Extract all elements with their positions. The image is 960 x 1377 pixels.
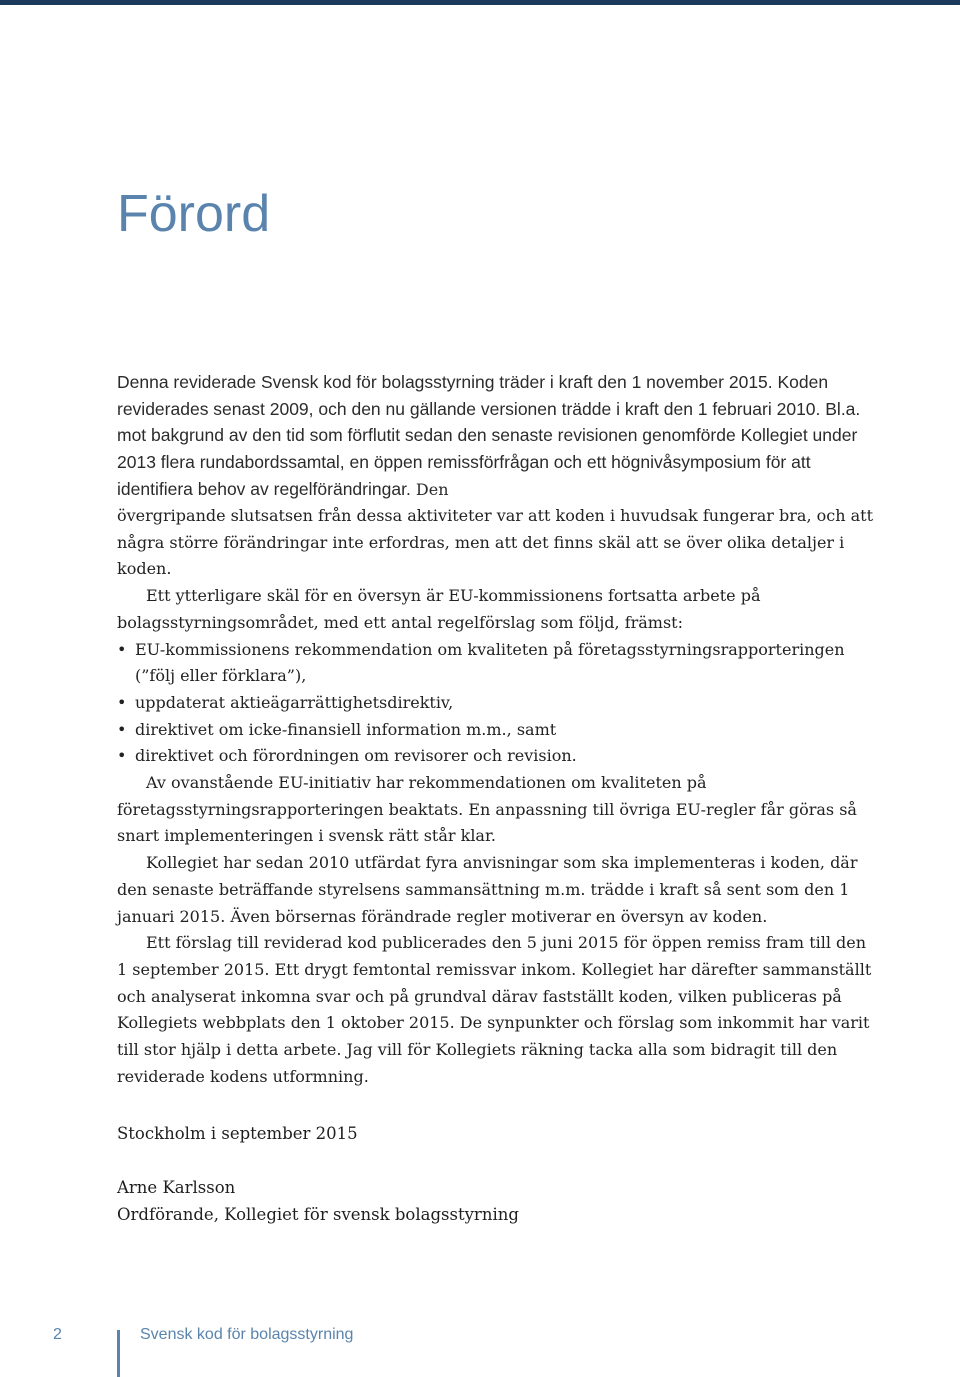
page-title: Förord — [117, 185, 271, 243]
signature-block — [117, 1175, 519, 1228]
signatory-name: Arne Karlsson — [117, 1178, 236, 1197]
footer-divider — [117, 1330, 120, 1377]
bullet-item: • direktivet och förordningen om revisorer och revision. — [117, 743, 877, 770]
footer-doc-title: Svensk kod för bolagsstyrning — [140, 1326, 354, 1343]
body-text — [117, 503, 877, 1090]
signatory-role: Ordförande, Kollegiet för svensk bolagsstyrning — [117, 1204, 519, 1224]
page-number: 2 — [53, 1326, 62, 1343]
place-date: Stockholm i september 2015 — [117, 1124, 358, 1143]
top-accent-bar — [0, 0, 960, 5]
bullet-list — [117, 637, 877, 771]
intro-segment-serif: Den — [410, 479, 449, 499]
body-paragraph-5: Ett förslag till reviderad kod publicerades den 5 juni 2015 för öppen remiss fram till den 1 september 2015. Ett drygt femtontal remissvar inkom. Kollegiet har därefter sammanställt och analyserat inkomna svar och på grundval därav fastställt koden, vilken publiceras på Kollegiets webbplats den 1 oktober 2015. De synpunkter och förslag som inkommit har varit till stor hjälp i detta arbete. Jag vill för Kollegiets räkning tacka alla som bidragit till den reviderade kodens utformning. — [117, 933, 872, 1086]
bullet-item: • direktivet om icke-finansiell information m.m., samt — [117, 717, 877, 744]
body-paragraph-4: Kollegiet har sedan 2010 utfärdat fyra anvisningar som ska implementeras i koden, där den senaste beträffande styrelsens sammansättning m.m. trädde i kraft så sent som den 1 januari 2015. Även börsernas förändrade regler motiverar en översyn av koden. — [117, 853, 858, 926]
body-paragraph-1: övergripande slutsatsen från dessa aktiviteter var att koden i huvudsak fungerar bra, och att några större förändringar inte erfordras, men att det finns skäl att se över olika detaljer i koden. — [117, 506, 874, 579]
intro-segment-sans: Denna reviderade Svensk kod för bolagsstyrning träder i kraft den 1 november 2015. Koden reviderades senast 2009, och den nu gällande versionen trädde i kraft den 1 februari 2010. Bl.a. mot bakgrund av den tid som förflutit sedan den senaste revisionen genomförde Kollegiet under 2013 flera rundabordssamtal, en öppen remissförfrågan och ett högnivåsymposium för att identifiera behov av regelförändringar. — [117, 372, 861, 499]
body-paragraph-3: Av ovanstående EU-initiativ har rekommendationen om kvaliteten på företagsstyrningsrapporteringen beaktats. En anpassning till övriga EU-regler får göras så snart implementeringen i svensk rätt står klar. — [117, 773, 857, 846]
intro-paragraph — [117, 369, 877, 504]
body-paragraph-2: Ett ytterligare skäl för en översyn är EU-kommissionens fortsatta arbete på bolagsstyrningsområdet, med ett antal regelförslag som följd, främst: — [117, 586, 761, 632]
bullet-item: • uppdaterat aktieägarrättighetsdirektiv, — [117, 690, 877, 717]
bullet-item: • EU-kommissionens rekommendation om kvaliteten på företagsstyrningsrapporteringen (”följ eller förklara”), — [117, 637, 877, 690]
